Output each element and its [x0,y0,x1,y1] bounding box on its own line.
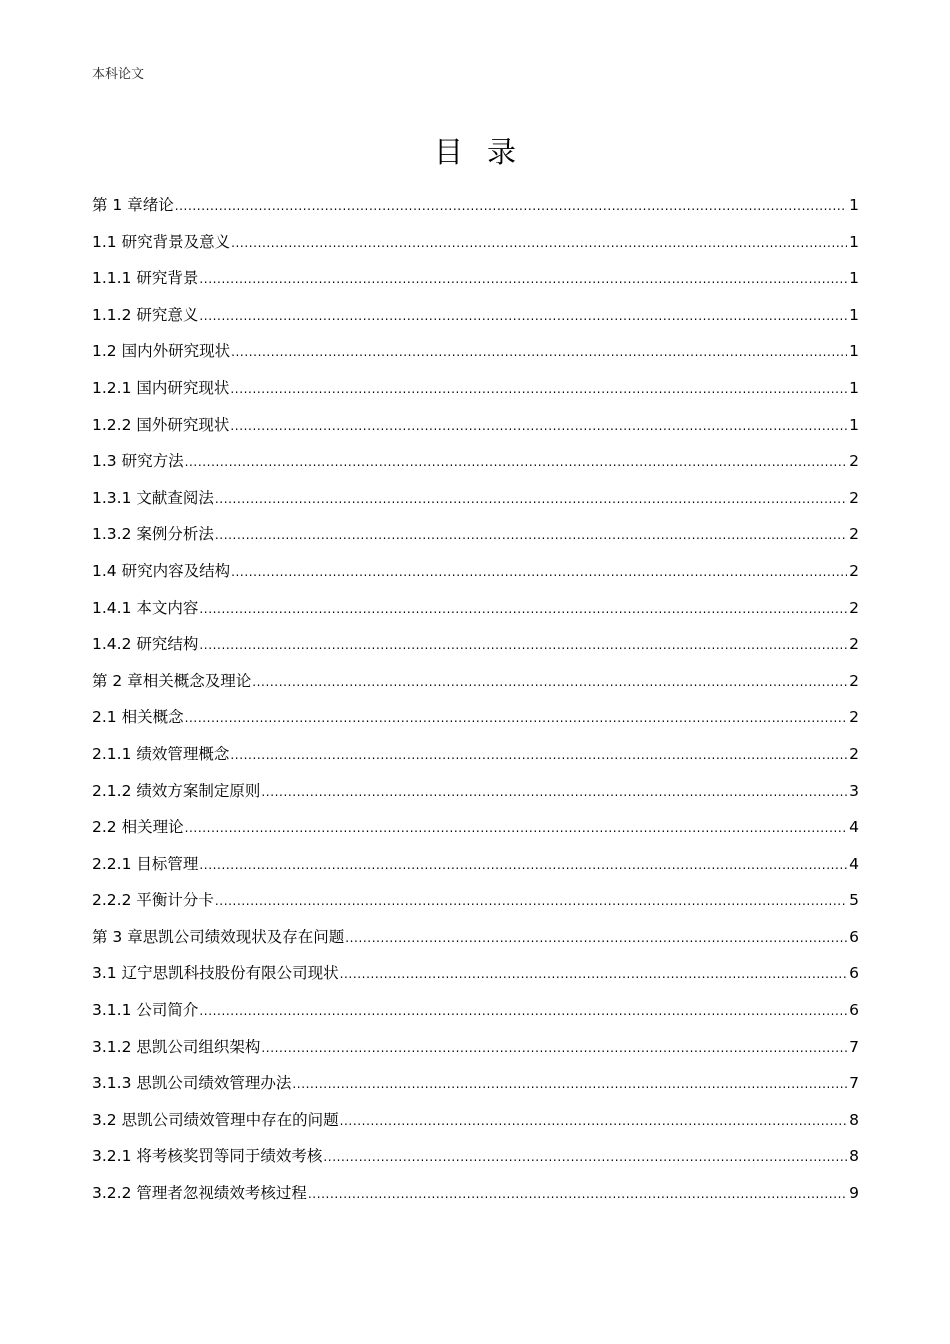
toc-entry[interactable] [92,846,859,883]
toc-entry-page-number: 7 [849,1074,859,1093]
toc-entry-label: 1.1.1 研究背景 [92,269,199,288]
toc-entry-page-number: 5 [849,891,859,910]
toc-entry[interactable] [92,516,859,553]
toc-entry[interactable] [92,699,859,736]
toc-entry-label: 1.2 国内外研究现状 [92,342,231,361]
toc-entry-page-number: 2 [849,525,859,544]
toc-title: 目录 [433,135,540,169]
toc-entry[interactable] [92,370,859,407]
toc-dot-leader [340,955,848,993]
toc-dot-leader [252,663,847,701]
toc-entry[interactable] [92,480,859,517]
toc-entry[interactable] [92,955,859,992]
toc-entry-label: 2.1.2 绩效方案制定原则 [92,781,261,800]
toc-dot-leader [215,516,847,554]
toc-entry-page-number: 2 [849,561,859,580]
toc-entry-label: 2.2.1 目标管理 [92,854,199,873]
toc-dot-leader [230,407,847,445]
toc-entry[interactable] [92,224,859,261]
toc-entry-page-number: 6 [849,1001,859,1020]
toc-dot-leader [215,480,847,518]
toc-entry-label: 2.1 相关概念 [92,708,184,727]
toc-entry[interactable] [92,1102,859,1139]
toc-entry[interactable] [92,407,859,444]
toc-entry[interactable] [92,187,859,224]
toc-entry[interactable] [92,992,859,1029]
toc-entry-label: 3.1.2 思凯公司组织架构 [92,1037,261,1056]
toc-entry-page-number: 4 [849,818,859,837]
toc-dot-leader [261,773,847,811]
toc-entry[interactable] [92,260,859,297]
toc-entry-page-number: 1 [849,196,859,214]
toc-entry-page-number: 6 [849,927,859,946]
toc-entry-label: 3.1.1 公司简介 [92,1001,199,1020]
toc-entry-page-number: 1 [849,342,859,361]
toc-dot-leader [261,1029,847,1067]
toc-entry-label: 第 3 章思凯公司绩效现状及存在问题 [92,927,345,946]
toc-entry-label: 1.3 研究方法 [92,452,184,471]
toc-dot-leader [308,1175,847,1213]
toc-entry-label: 3.2 思凯公司绩效管理中存在的问题 [92,1110,339,1129]
toc-dot-leader [292,1065,847,1103]
toc-entry-label: 1.1 研究背景及意义 [92,232,231,251]
toc-entry[interactable] [92,773,859,810]
toc-entry[interactable] [92,1138,859,1175]
toc-entry-label: 3.2.1 将考核奖罚等同于绩效考核 [92,1147,323,1166]
toc-entry[interactable] [92,919,859,956]
toc-entry-label: 1.4.1 本文内容 [92,598,199,617]
toc-entry[interactable] [92,590,859,627]
toc-entry-page-number: 1 [849,305,859,324]
toc-dot-leader [230,370,847,408]
toc-entry-page-number: 1 [849,232,859,251]
toc-entry-page-number: 1 [849,415,859,434]
toc-dot-leader [199,590,847,628]
running-header: 本科论文 [92,67,145,82]
toc-dot-leader [199,260,847,298]
toc-dot-leader [230,736,847,774]
toc-entry-page-number: 6 [849,964,859,983]
toc-entry-label: 1.3.1 文献查阅法 [92,488,214,507]
toc-entry-label: 1.1.2 研究意义 [92,305,199,324]
toc-entry-page-number: 2 [849,452,859,471]
toc-list [92,187,859,1212]
toc-entry[interactable] [92,333,859,370]
toc-entry-label: 3.1 辽宁思凯科技股份有限公司现状 [92,964,339,983]
toc-entry-label: 1.2.2 国外研究现状 [92,415,230,434]
toc-dot-leader [231,224,847,262]
toc-entry-label: 3.1.3 思凯公司绩效管理办法 [92,1074,292,1093]
toc-dot-leader [215,882,847,920]
toc-entry-page-number: 2 [849,635,859,654]
toc-entry-page-number: 2 [849,708,859,727]
toc-entry[interactable] [92,1175,859,1212]
toc-entry-label: 1.3.2 案例分析法 [92,525,214,544]
toc-entry[interactable] [92,553,859,590]
toc-dot-leader [185,443,848,481]
toc-entry[interactable] [92,882,859,919]
toc-entry[interactable] [92,297,859,334]
toc-dot-leader [199,297,847,335]
toc-dot-leader [340,1102,848,1140]
toc-entry[interactable] [92,736,859,773]
toc-entry-page-number: 2 [849,488,859,507]
toc-dot-leader [323,1138,847,1176]
toc-entry-label: 2.2.2 平衡计分卡 [92,891,214,910]
toc-entry-page-number: 7 [849,1037,859,1056]
toc-dot-leader [199,626,847,664]
toc-dot-leader [199,992,847,1030]
toc-entry-label: 第 2 章相关概念及理论 [92,671,252,690]
toc-entry-page-number: 2 [849,744,859,763]
toc-dot-leader [185,699,848,737]
toc-dot-leader [231,333,847,371]
toc-entry-label: 2.1.1 绩效管理概念 [92,744,230,763]
toc-entry-label: 1.2.1 国内研究现状 [92,378,230,397]
toc-entry-page-number: 4 [849,854,859,873]
toc-entry-label: 1.4 研究内容及结构 [92,561,231,580]
toc-entry[interactable] [92,626,859,663]
toc-dot-leader [175,187,847,225]
toc-entry[interactable] [92,809,859,846]
toc-entry-label: 2.2 相关理论 [92,818,184,837]
toc-entry-page-number: 2 [849,598,859,617]
toc-entry-page-number: 2 [849,671,859,690]
toc-entry[interactable] [92,1029,859,1066]
toc-entry-page-number: 9 [849,1184,859,1203]
toc-entry[interactable] [92,1065,859,1102]
toc-dot-leader [199,846,847,884]
toc-entry-page-number: 1 [849,269,859,288]
toc-entry-page-number: 1 [849,378,859,397]
toc-entry-label: 1.4.2 研究结构 [92,635,199,654]
toc-entry-label: 3.2.2 管理者忽视绩效考核过程 [92,1184,307,1203]
toc-entry-page-number: 3 [849,781,859,800]
toc-dot-leader [231,553,847,591]
toc-entry[interactable] [92,663,859,700]
toc-dot-leader [345,919,847,957]
toc-entry-label: 第 1 章绪论 [92,196,174,214]
toc-entry-page-number: 8 [849,1110,859,1129]
toc-entry-page-number: 8 [849,1147,859,1166]
toc-entry[interactable] [92,443,859,480]
toc-dot-leader [185,809,848,847]
